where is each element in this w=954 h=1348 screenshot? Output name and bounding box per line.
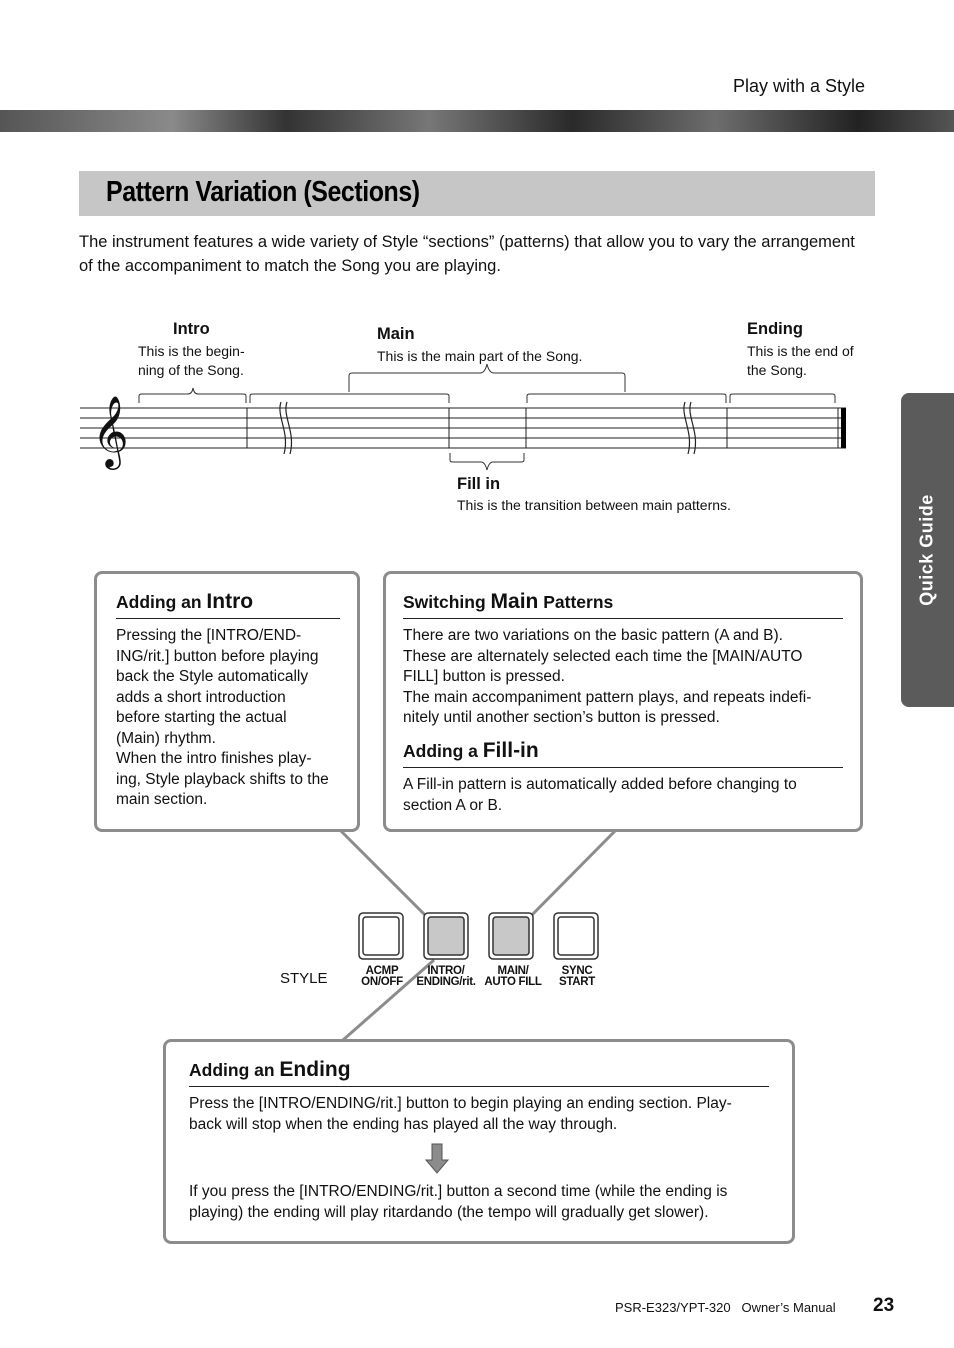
running-head: Play with a Style: [733, 76, 866, 96]
intro-heading-prefix: Adding an: [116, 592, 202, 612]
intro-label: Intro: [173, 320, 210, 338]
fillin-label: Fill in: [457, 475, 501, 493]
panel-buttons: [355, 910, 605, 962]
music-staff: [80, 408, 846, 448]
ending-heading-word: Ending: [279, 1058, 351, 1081]
fill-box-heading: [403, 739, 843, 768]
intro-desc-1: This is the begin-: [138, 343, 245, 359]
ending-line: Press the [INTRO/ENDING/rit.] button to begin playing an ending section. Play-: [189, 1095, 732, 1112]
intro-line: ing, Style playback shifts to the: [116, 770, 329, 788]
intro-line: back the Style automatically: [116, 668, 309, 685]
style-label: STYLE: [280, 970, 328, 987]
acmp-button[interactable]: [359, 913, 403, 959]
sync-start-caption-2: START: [559, 976, 595, 988]
fill-heading-prefix: Adding a: [403, 741, 478, 761]
page-number: 23: [873, 1295, 895, 1316]
sync-start-button[interactable]: [554, 913, 598, 959]
final-barline: [841, 408, 846, 448]
intro-line: Pressing the [INTRO/END-: [116, 627, 302, 644]
ending-line: If you press the [INTRO/ENDING/rit.] button a second time (while the ending is: [189, 1183, 728, 1200]
fill-line: section A or B.: [403, 796, 503, 814]
sync-start-caption: [550, 966, 604, 988]
intro-ending-caption-1: INTRO/: [427, 965, 465, 977]
down-arrow-icon: [424, 1142, 450, 1176]
intro-box: [94, 571, 360, 832]
main-box-text: [403, 626, 853, 729]
intro-line: ING/rit.] button before playing: [116, 647, 319, 665]
ending-heading-prefix: Adding an: [189, 1060, 275, 1080]
fill-box-text: [403, 775, 853, 816]
page-title: Pattern Variation (Sections): [106, 176, 420, 208]
main-autofill-caption: [478, 966, 548, 988]
ending-box-heading: [189, 1058, 769, 1087]
intro-paragraph: The instrument features a wide variety of Style “sections” (patterns) that allow you to vary the arrangement of the accompaniment to match the Song you are playing.: [79, 233, 855, 275]
intro-line: main section.: [116, 791, 208, 808]
intro-ending-caption-2: ENDING/rit.: [416, 976, 476, 988]
main-box-heading: [403, 590, 843, 619]
main-heading-prefix: Switching: [403, 592, 486, 612]
brackets: [139, 364, 835, 470]
main-autofill-button[interactable]: [489, 913, 533, 959]
main-box: [383, 571, 863, 832]
ending-label: Ending: [747, 320, 803, 338]
main-autofill-caption-1: MAIN/: [497, 965, 529, 977]
ending-box: [163, 1039, 795, 1244]
ending-text-2: [189, 1182, 779, 1223]
ending-line: back will stop when the ending has played all the way through.: [189, 1115, 618, 1133]
ending-line: playing) the ending will play ritardando (the tempo will gradually get slower).: [189, 1203, 709, 1221]
intro-desc-2: ning of the Song.: [138, 362, 244, 378]
main-heading-suffix: Patterns: [543, 592, 614, 612]
intro-box-text: [116, 626, 356, 811]
intro-ending-button[interactable]: [424, 913, 468, 959]
intro-line: adds a short introduction: [116, 688, 286, 706]
acmp-caption: [352, 966, 412, 988]
main-label: Main: [377, 325, 415, 343]
fillin-desc: This is the transition between main patterns.: [457, 497, 731, 513]
ending-desc-2: the Song.: [747, 362, 807, 378]
acmp-caption-1: ACMP: [365, 965, 399, 977]
intro-ending-caption: [410, 966, 482, 988]
main-line: There are two variations on the basic pattern (A and B).: [403, 627, 783, 644]
acmp-caption-2: ON/OFF: [361, 976, 403, 988]
main-heading-word: Main: [490, 590, 539, 613]
ending-text-1: [189, 1094, 779, 1135]
main-line: nitely until another section’s button is pressed.: [403, 709, 720, 726]
main-desc: This is the main part of the Song.: [377, 348, 583, 364]
footer-manual: PSR-E323/YPT-320 Owner’s Manual: [615, 1300, 836, 1315]
intro-line: When the intro finishes play-: [116, 750, 312, 767]
intro-heading-word: Intro: [206, 590, 254, 613]
intro-line: (Main) rhythm.: [116, 729, 216, 747]
side-tab-label: Quick Guide: [916, 494, 937, 606]
sync-start-caption-1: SYNC: [561, 965, 593, 977]
main-line: These are alternately selected each time the [MAIN/AUTO: [403, 647, 803, 665]
intro-line: before starting the actual: [116, 709, 287, 726]
ending-desc-1: This is the end of: [747, 343, 854, 359]
main-line: FILL] button is pressed.: [403, 668, 565, 685]
treble-clef-icon: 𝄞: [92, 394, 129, 467]
main-autofill-caption-2: AUTO FILL: [484, 976, 542, 988]
main-line: The main accompaniment pattern plays, and repeats indefi-: [403, 688, 812, 706]
intro-box-heading: [116, 590, 340, 619]
fill-heading-word: Fill-in: [482, 739, 539, 762]
fill-line: A Fill-in pattern is automatically added before changing to: [403, 776, 797, 793]
